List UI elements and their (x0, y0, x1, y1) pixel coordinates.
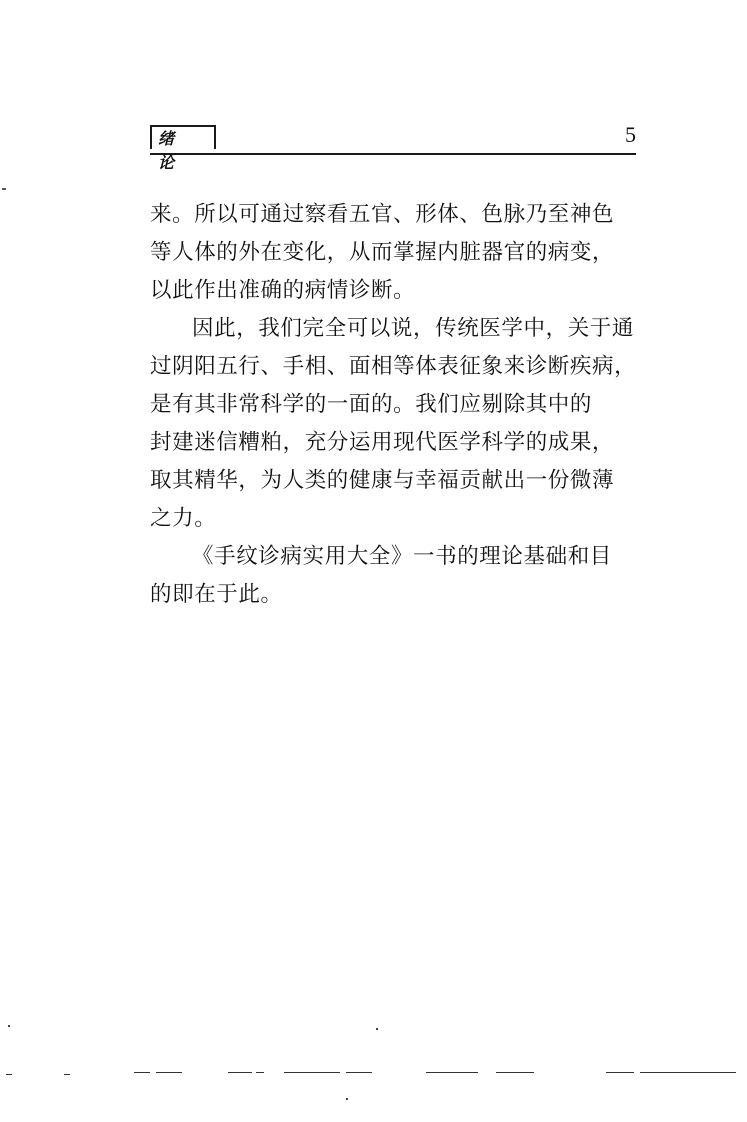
scan-speck (8, 1025, 10, 1027)
text-line: 以此作出准确的病情诊断。 (150, 278, 416, 303)
paragraph-3 (150, 538, 636, 614)
page-number: 5 (625, 122, 636, 147)
text-line: 《手纹诊病实用大全》一书的理论基础和目 (192, 544, 612, 569)
scan-speck (376, 1028, 378, 1030)
text-line: 来。所以可通过察看五官、形体、色脉乃至神色 (150, 202, 615, 227)
text-line: 封建迷信糟粕，充分运用现代医学科学的成果， (150, 430, 615, 455)
text-line: 过阴阳五行、手相、面相等体表征象来诊断疾病， (150, 354, 637, 379)
text-line: 之力。 (150, 506, 217, 531)
paragraph-1 (150, 196, 636, 310)
text-line: 等人体的外在变化，从而掌握内脏器官的病变， (150, 240, 615, 265)
text-line: 取其精华，为人类的健康与幸福贡献出一份微薄 (150, 468, 615, 493)
text-line: 的即在于此。 (150, 582, 283, 607)
section-title: 绪 论 (150, 125, 216, 149)
text-line: 因此，我们完全可以说，传统医学中，关于通 (192, 316, 635, 341)
paragraph-2 (150, 310, 636, 538)
running-header (150, 121, 636, 172)
text-line: 是有其非常科学的一面的。我们应剔除其中的 (150, 392, 593, 417)
scan-speck (346, 1098, 348, 1100)
margin-tick (2, 188, 6, 190)
body-text (150, 196, 636, 614)
